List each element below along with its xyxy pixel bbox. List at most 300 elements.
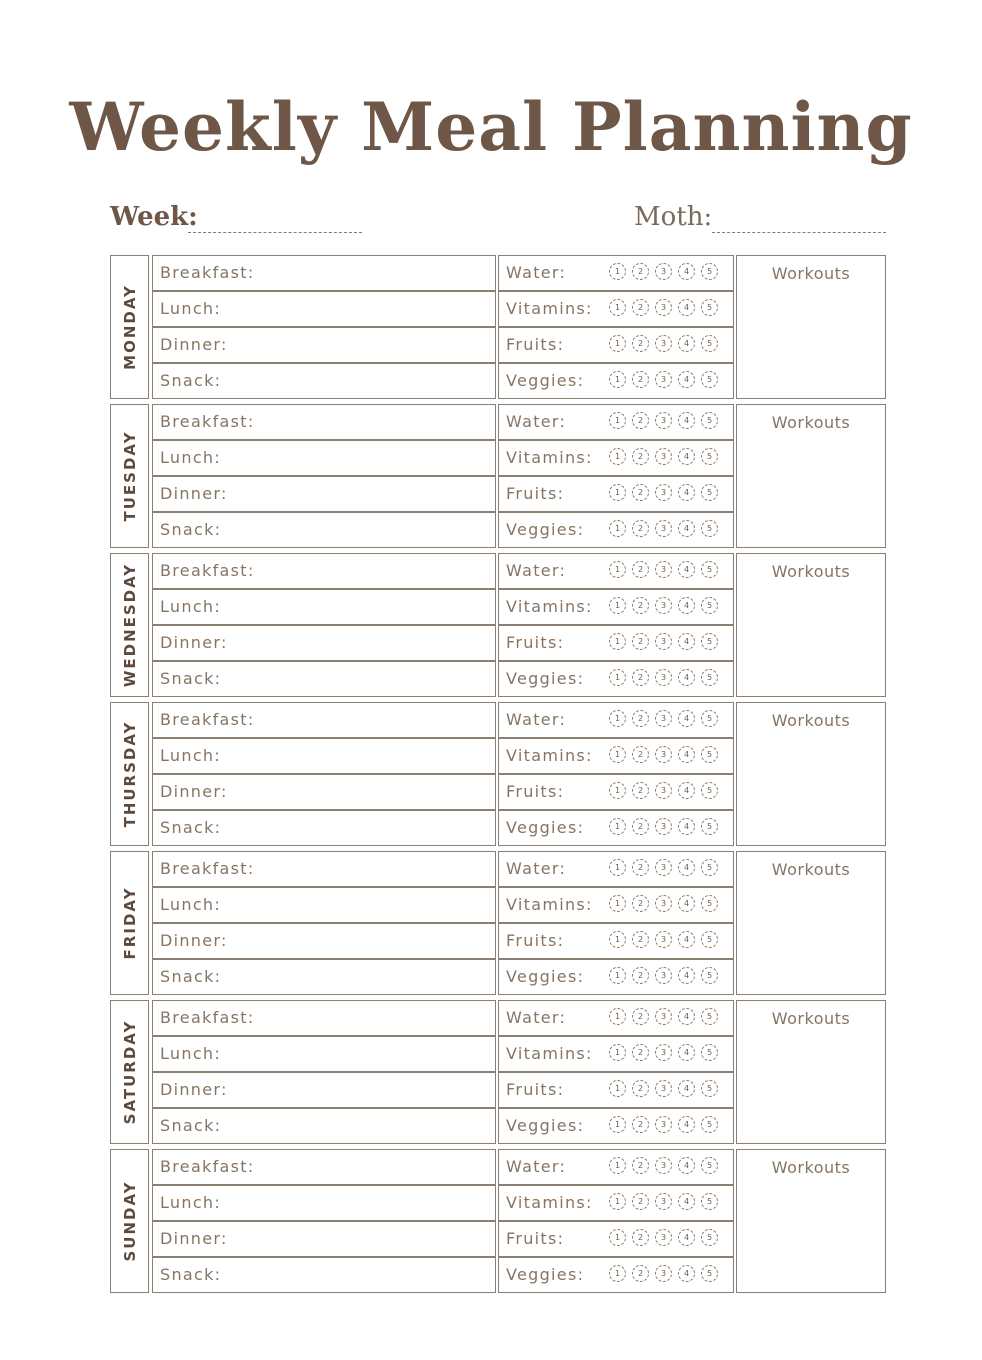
tracker-circle[interactable]: 5	[701, 633, 718, 650]
tracker-circle[interactable]: 4	[678, 967, 695, 984]
meal-label: Dinner:	[160, 484, 228, 503]
tracker-cell	[498, 1221, 734, 1257]
tracker-circle[interactable]: 2	[632, 1080, 649, 1097]
workouts-box[interactable]	[736, 553, 886, 697]
meal-cell[interactable]	[152, 1257, 496, 1293]
tracker-circle[interactable]: 2	[632, 931, 649, 948]
meal-label: Snack:	[160, 967, 222, 986]
tracker-circle[interactable]: 4	[678, 782, 695, 799]
tracker-circle[interactable]: 1	[609, 335, 626, 352]
tracker-circle[interactable]: 1	[609, 1229, 626, 1246]
tracker-circle[interactable]: 4	[678, 299, 695, 316]
tracker-circles	[609, 263, 718, 280]
day-block-monday	[110, 255, 886, 399]
meal-label: Lunch:	[160, 1044, 222, 1063]
meal-cell[interactable]	[152, 1072, 496, 1108]
tracker-cell	[498, 255, 734, 291]
meal-label: Snack:	[160, 520, 222, 539]
tracker-circles	[609, 669, 718, 686]
tracker-circle[interactable]: 2	[632, 371, 649, 388]
tracker-circle[interactable]: 2	[632, 597, 649, 614]
tracker-circle[interactable]: 1	[609, 669, 626, 686]
meal-label: Dinner:	[160, 782, 228, 801]
tracker-circle[interactable]: 1	[609, 895, 626, 912]
tracker-circle[interactable]: 3	[655, 931, 672, 948]
tracker-circle[interactable]: 4	[678, 710, 695, 727]
tracker-circle[interactable]: 5	[701, 412, 718, 429]
tracker-circle[interactable]: 4	[678, 818, 695, 835]
tracker-circle[interactable]: 2	[632, 484, 649, 501]
tracker-circle[interactable]: 4	[678, 1157, 695, 1174]
tracker-circle[interactable]: 1	[609, 931, 626, 948]
tracker-circle[interactable]: 5	[701, 448, 718, 465]
tracker-circle[interactable]: 2	[632, 299, 649, 316]
tracker-cell	[498, 440, 734, 476]
tracker-circle[interactable]: 3	[655, 967, 672, 984]
tracker-circle[interactable]: 2	[632, 561, 649, 578]
tracker-circles	[609, 818, 718, 835]
tracker-circle[interactable]: 3	[655, 484, 672, 501]
tracker-circle[interactable]: 5	[701, 1229, 718, 1246]
tracker-circle[interactable]: 1	[609, 859, 626, 876]
page-title: Weekly Meal Planning	[69, 88, 913, 166]
tracker-circle[interactable]: 2	[632, 263, 649, 280]
tracker-circle[interactable]: 1	[609, 710, 626, 727]
tracker-cell	[498, 810, 734, 846]
tracker-cell	[498, 702, 734, 738]
meal-label: Breakfast:	[160, 710, 255, 729]
meal-label: Dinner:	[160, 931, 228, 950]
workouts-box[interactable]	[736, 1149, 886, 1293]
tracker-circle[interactable]: 5	[701, 371, 718, 388]
tracker-circle[interactable]: 2	[632, 710, 649, 727]
tracker-circle[interactable]: 4	[678, 1229, 695, 1246]
tracker-circle[interactable]: 4	[678, 746, 695, 763]
tracker-circle[interactable]: 2	[632, 967, 649, 984]
meal-cell[interactable]	[152, 327, 496, 363]
tracker-label: Water:	[506, 859, 567, 878]
day-name-box	[110, 1149, 149, 1293]
tracker-circle[interactable]: 5	[701, 967, 718, 984]
tracker-circle[interactable]: 2	[632, 669, 649, 686]
meal-label: Breakfast:	[160, 1157, 255, 1176]
tracker-circle[interactable]: 2	[632, 412, 649, 429]
tracker-circle[interactable]: 4	[678, 859, 695, 876]
tracker-circle[interactable]: 4	[678, 1265, 695, 1282]
tracker-circle[interactable]: 1	[609, 1008, 626, 1025]
tracker-circles	[609, 335, 718, 352]
tracker-circle[interactable]: 1	[609, 484, 626, 501]
day-name: FRIDAY	[120, 886, 139, 960]
meal-cell[interactable]	[152, 1221, 496, 1257]
tracker-circle[interactable]: 1	[609, 1044, 626, 1061]
workouts-label: Workouts	[771, 1158, 851, 1177]
day-block-wednesday	[110, 553, 886, 697]
meal-cell[interactable]	[152, 959, 496, 995]
meal-cell[interactable]	[152, 887, 496, 923]
tracker-circle[interactable]: 2	[632, 746, 649, 763]
tracker-circle[interactable]: 5	[701, 1116, 718, 1133]
day-name-box	[110, 553, 149, 697]
tracker-circle[interactable]: 5	[701, 1157, 718, 1174]
meal-cell[interactable]	[152, 1000, 496, 1036]
tracker-label: Vitamins:	[506, 746, 593, 765]
tracker-circles	[609, 931, 718, 948]
tracker-cell	[498, 363, 734, 399]
tracker-cell	[498, 404, 734, 440]
tracker-circle[interactable]: 2	[632, 1229, 649, 1246]
meal-cell[interactable]	[152, 1108, 496, 1144]
tracker-circles	[609, 633, 718, 650]
tracker-label: Fruits:	[506, 782, 565, 801]
tracker-label: Veggies:	[506, 1116, 585, 1135]
meal-label: Snack:	[160, 371, 222, 390]
tracker-cell	[498, 774, 734, 810]
meal-cell[interactable]	[152, 625, 496, 661]
tracker-circle[interactable]: 1	[609, 597, 626, 614]
tracker-circle[interactable]: 4	[678, 448, 695, 465]
tracker-cell	[498, 959, 734, 995]
tracker-label: Water:	[506, 1157, 567, 1176]
tracker-circle[interactable]: 3	[655, 746, 672, 763]
tracker-circle[interactable]: 3	[655, 1044, 672, 1061]
tracker-circle[interactable]: 3	[655, 412, 672, 429]
meal-label: Snack:	[160, 818, 222, 837]
tracker-cell	[498, 661, 734, 697]
tracker-label: Fruits:	[506, 1080, 565, 1099]
tracker-circle[interactable]: 3	[655, 895, 672, 912]
workouts-box[interactable]	[736, 851, 886, 995]
tracker-circle[interactable]: 2	[632, 448, 649, 465]
meal-label: Breakfast:	[160, 412, 255, 431]
month-input-line[interactable]	[712, 232, 886, 233]
tracker-circle[interactable]: 4	[678, 633, 695, 650]
meal-label: Lunch:	[160, 1193, 222, 1212]
tracker-circle[interactable]: 1	[609, 299, 626, 316]
day-name-box	[110, 851, 149, 995]
tracker-circle[interactable]: 1	[609, 561, 626, 578]
tracker-circle[interactable]: 2	[632, 1193, 649, 1210]
tracker-circle[interactable]: 1	[609, 263, 626, 280]
tracker-circle[interactable]: 3	[655, 669, 672, 686]
meal-cell[interactable]	[152, 702, 496, 738]
tracker-circles	[609, 597, 718, 614]
meal-label: Breakfast:	[160, 859, 255, 878]
tracker-circles	[609, 484, 718, 501]
tracker-cell	[498, 589, 734, 625]
tracker-circles	[609, 1116, 718, 1133]
day-block-saturday	[110, 1000, 886, 1144]
week-input-line[interactable]	[188, 232, 362, 233]
tracker-circle[interactable]: 5	[701, 1265, 718, 1282]
meal-cell[interactable]	[152, 738, 496, 774]
tracker-label: Vitamins:	[506, 1044, 593, 1063]
tracker-circle[interactable]: 5	[701, 1080, 718, 1097]
tracker-circle[interactable]: 5	[701, 669, 718, 686]
tracker-circles	[609, 299, 718, 316]
tracker-label: Vitamins:	[506, 299, 593, 318]
tracker-label: Veggies:	[506, 967, 585, 986]
meal-cell[interactable]	[152, 774, 496, 810]
tracker-circle[interactable]: 5	[701, 710, 718, 727]
tracker-circles	[609, 895, 718, 912]
meal-cell[interactable]	[152, 661, 496, 697]
tracker-label: Veggies:	[506, 371, 585, 390]
tracker-label: Vitamins:	[506, 1193, 593, 1212]
tracker-circle[interactable]: 4	[678, 484, 695, 501]
meal-label: Lunch:	[160, 895, 222, 914]
day-name: TUESDAY	[120, 430, 139, 522]
tracker-circle[interactable]: 1	[609, 1157, 626, 1174]
tracker-cell	[498, 887, 734, 923]
tracker-circle[interactable]: 4	[678, 335, 695, 352]
tracker-circle[interactable]: 5	[701, 561, 718, 578]
tracker-circles	[609, 448, 718, 465]
tracker-circle[interactable]: 2	[632, 335, 649, 352]
tracker-cell	[498, 476, 734, 512]
tracker-cell	[498, 1257, 734, 1293]
tracker-cell	[498, 1072, 734, 1108]
tracker-circle[interactable]: 1	[609, 1265, 626, 1282]
tracker-circles	[609, 1193, 718, 1210]
tracker-circles	[609, 371, 718, 388]
tracker-circle[interactable]: 4	[678, 263, 695, 280]
tracker-label: Water:	[506, 1008, 567, 1027]
day-name-box	[110, 702, 149, 846]
tracker-circle[interactable]: 3	[655, 263, 672, 280]
tracker-circle[interactable]: 1	[609, 448, 626, 465]
tracker-circle[interactable]: 3	[655, 299, 672, 316]
tracker-circle[interactable]: 3	[655, 520, 672, 537]
tracker-circles	[609, 1157, 718, 1174]
tracker-circle[interactable]: 3	[655, 1193, 672, 1210]
meal-label: Breakfast:	[160, 561, 255, 580]
workouts-label: Workouts	[771, 562, 851, 581]
day-name: SATURDAY	[120, 1019, 139, 1125]
tracker-circle[interactable]: 5	[701, 895, 718, 912]
tracker-circle[interactable]: 4	[678, 561, 695, 578]
workouts-label: Workouts	[771, 860, 851, 879]
day-block-tuesday	[110, 404, 886, 548]
tracker-circle[interactable]: 2	[632, 520, 649, 537]
tracker-circle[interactable]: 3	[655, 710, 672, 727]
meal-cell[interactable]	[152, 589, 496, 625]
tracker-circle[interactable]: 2	[632, 1157, 649, 1174]
tracker-circle[interactable]: 4	[678, 597, 695, 614]
tracker-circles	[609, 967, 718, 984]
tracker-circles	[609, 1044, 718, 1061]
tracker-circle[interactable]: 5	[701, 818, 718, 835]
tracker-cell	[498, 1000, 734, 1036]
meal-cell[interactable]	[152, 363, 496, 399]
tracker-circle[interactable]: 5	[701, 782, 718, 799]
tracker-circles	[609, 412, 718, 429]
tracker-circle[interactable]: 4	[678, 520, 695, 537]
tracker-circles	[609, 561, 718, 578]
tracker-circle[interactable]: 5	[701, 484, 718, 501]
meal-cell[interactable]	[152, 512, 496, 548]
tracker-circle[interactable]: 2	[632, 895, 649, 912]
tracker-circle[interactable]: 2	[632, 1265, 649, 1282]
workouts-box[interactable]	[736, 255, 886, 399]
tracker-circle[interactable]: 3	[655, 1229, 672, 1246]
meal-label: Breakfast:	[160, 1008, 255, 1027]
tracker-circle[interactable]: 4	[678, 412, 695, 429]
tracker-circle[interactable]: 2	[632, 818, 649, 835]
tracker-label: Veggies:	[506, 520, 585, 539]
tracker-circle[interactable]: 1	[609, 818, 626, 835]
tracker-circle[interactable]: 1	[609, 412, 626, 429]
tracker-circle[interactable]: 2	[632, 633, 649, 650]
tracker-cell	[498, 327, 734, 363]
meal-cell[interactable]	[152, 291, 496, 327]
tracker-cell	[498, 1036, 734, 1072]
tracker-circle[interactable]: 2	[632, 1044, 649, 1061]
tracker-circle[interactable]: 3	[655, 448, 672, 465]
day-block-thursday	[110, 702, 886, 846]
tracker-circle[interactable]: 4	[678, 1116, 695, 1133]
tracker-circle[interactable]: 4	[678, 1080, 695, 1097]
tracker-cell	[498, 553, 734, 589]
meal-cell[interactable]	[152, 476, 496, 512]
tracker-cell	[498, 1185, 734, 1221]
tracker-circles	[609, 1265, 718, 1282]
day-name-box	[110, 404, 149, 548]
tracker-circle[interactable]: 1	[609, 1080, 626, 1097]
tracker-circle[interactable]: 4	[678, 931, 695, 948]
tracker-label: Fruits:	[506, 335, 565, 354]
day-block-sunday	[110, 1149, 886, 1293]
tracker-cell	[498, 291, 734, 327]
tracker-circle[interactable]: 4	[678, 895, 695, 912]
meal-cell[interactable]	[152, 810, 496, 846]
tracker-circle[interactable]: 1	[609, 371, 626, 388]
day-name: MONDAY	[120, 284, 139, 370]
tracker-cell	[498, 1149, 734, 1185]
tracker-circle[interactable]: 3	[655, 371, 672, 388]
tracker-circle[interactable]: 5	[701, 335, 718, 352]
tracker-circle[interactable]: 3	[655, 1008, 672, 1025]
tracker-circle[interactable]: 5	[701, 263, 718, 280]
tracker-circle[interactable]: 5	[701, 1193, 718, 1210]
tracker-circle[interactable]: 3	[655, 633, 672, 650]
tracker-circle[interactable]: 3	[655, 859, 672, 876]
tracker-circle[interactable]: 4	[678, 371, 695, 388]
tracker-circle[interactable]: 5	[701, 746, 718, 763]
tracker-circles	[609, 782, 718, 799]
tracker-circle[interactable]: 2	[632, 859, 649, 876]
month-label: Moth:	[634, 202, 713, 232]
tracker-circle[interactable]: 1	[609, 1193, 626, 1210]
workouts-box[interactable]	[736, 404, 886, 548]
meal-label: Lunch:	[160, 448, 222, 467]
tracker-label: Fruits:	[506, 484, 565, 503]
tracker-circle[interactable]: 5	[701, 1044, 718, 1061]
tracker-circle[interactable]: 3	[655, 782, 672, 799]
tracker-circle[interactable]: 1	[609, 746, 626, 763]
tracker-circle[interactable]: 2	[632, 1008, 649, 1025]
tracker-circle[interactable]: 1	[609, 967, 626, 984]
tracker-circle[interactable]: 1	[609, 520, 626, 537]
meal-cell[interactable]	[152, 851, 496, 887]
meal-label: Snack:	[160, 1116, 222, 1135]
tracker-label: Veggies:	[506, 818, 585, 837]
meal-cell[interactable]	[152, 404, 496, 440]
tracker-label: Water:	[506, 561, 567, 580]
meal-cell[interactable]	[152, 923, 496, 959]
meal-label: Dinner:	[160, 335, 228, 354]
tracker-circle[interactable]: 2	[632, 782, 649, 799]
meal-cell[interactable]	[152, 553, 496, 589]
meal-cell[interactable]	[152, 1185, 496, 1221]
tracker-circle[interactable]: 5	[701, 299, 718, 316]
tracker-label: Vitamins:	[506, 597, 593, 616]
meal-cell[interactable]	[152, 255, 496, 291]
tracker-circle[interactable]: 1	[609, 1116, 626, 1133]
tracker-circle[interactable]: 1	[609, 633, 626, 650]
day-name-box	[110, 255, 149, 399]
workouts-box[interactable]	[736, 1000, 886, 1144]
tracker-circle[interactable]: 3	[655, 561, 672, 578]
tracker-circle[interactable]: 5	[701, 520, 718, 537]
day-name: SUNDAY	[120, 1180, 139, 1262]
tracker-circles	[609, 746, 718, 763]
tracker-label: Water:	[506, 412, 567, 431]
tracker-circle[interactable]: 3	[655, 1080, 672, 1097]
tracker-cell	[498, 512, 734, 548]
meal-label: Dinner:	[160, 1229, 228, 1248]
tracker-circle[interactable]: 4	[678, 1193, 695, 1210]
workouts-label: Workouts	[771, 413, 851, 432]
meal-cell[interactable]	[152, 440, 496, 476]
tracker-circle[interactable]: 4	[678, 1008, 695, 1025]
meal-cell[interactable]	[152, 1036, 496, 1072]
week-label: Week:	[110, 202, 198, 232]
tracker-circle[interactable]: 5	[701, 859, 718, 876]
day-name: THURSDAY	[120, 720, 139, 828]
tracker-cell	[498, 738, 734, 774]
workouts-box[interactable]	[736, 702, 886, 846]
tracker-circle[interactable]: 5	[701, 597, 718, 614]
tracker-circle[interactable]: 3	[655, 1265, 672, 1282]
meal-label: Lunch:	[160, 597, 222, 616]
tracker-circles	[609, 520, 718, 537]
tracker-circles	[609, 1229, 718, 1246]
meal-cell[interactable]	[152, 1149, 496, 1185]
meal-label: Breakfast:	[160, 263, 255, 282]
meal-label: Dinner:	[160, 1080, 228, 1099]
tracker-circle[interactable]: 3	[655, 597, 672, 614]
tracker-circle[interactable]: 5	[701, 1008, 718, 1025]
tracker-circle[interactable]: 5	[701, 931, 718, 948]
tracker-circle[interactable]: 3	[655, 335, 672, 352]
tracker-label: Vitamins:	[506, 448, 593, 467]
tracker-circle[interactable]: 3	[655, 1116, 672, 1133]
tracker-circle[interactable]: 3	[655, 1157, 672, 1174]
tracker-label: Fruits:	[506, 1229, 565, 1248]
tracker-cell	[498, 625, 734, 661]
tracker-label: Veggies:	[506, 1265, 585, 1284]
tracker-circle[interactable]: 4	[678, 669, 695, 686]
tracker-circle[interactable]: 2	[632, 1116, 649, 1133]
tracker-circles	[609, 1008, 718, 1025]
workouts-label: Workouts	[771, 711, 851, 730]
tracker-circle[interactable]: 3	[655, 818, 672, 835]
tracker-circle[interactable]: 1	[609, 782, 626, 799]
tracker-circle[interactable]: 4	[678, 1044, 695, 1061]
week-month-row	[110, 202, 886, 242]
tracker-label: Fruits:	[506, 633, 565, 652]
